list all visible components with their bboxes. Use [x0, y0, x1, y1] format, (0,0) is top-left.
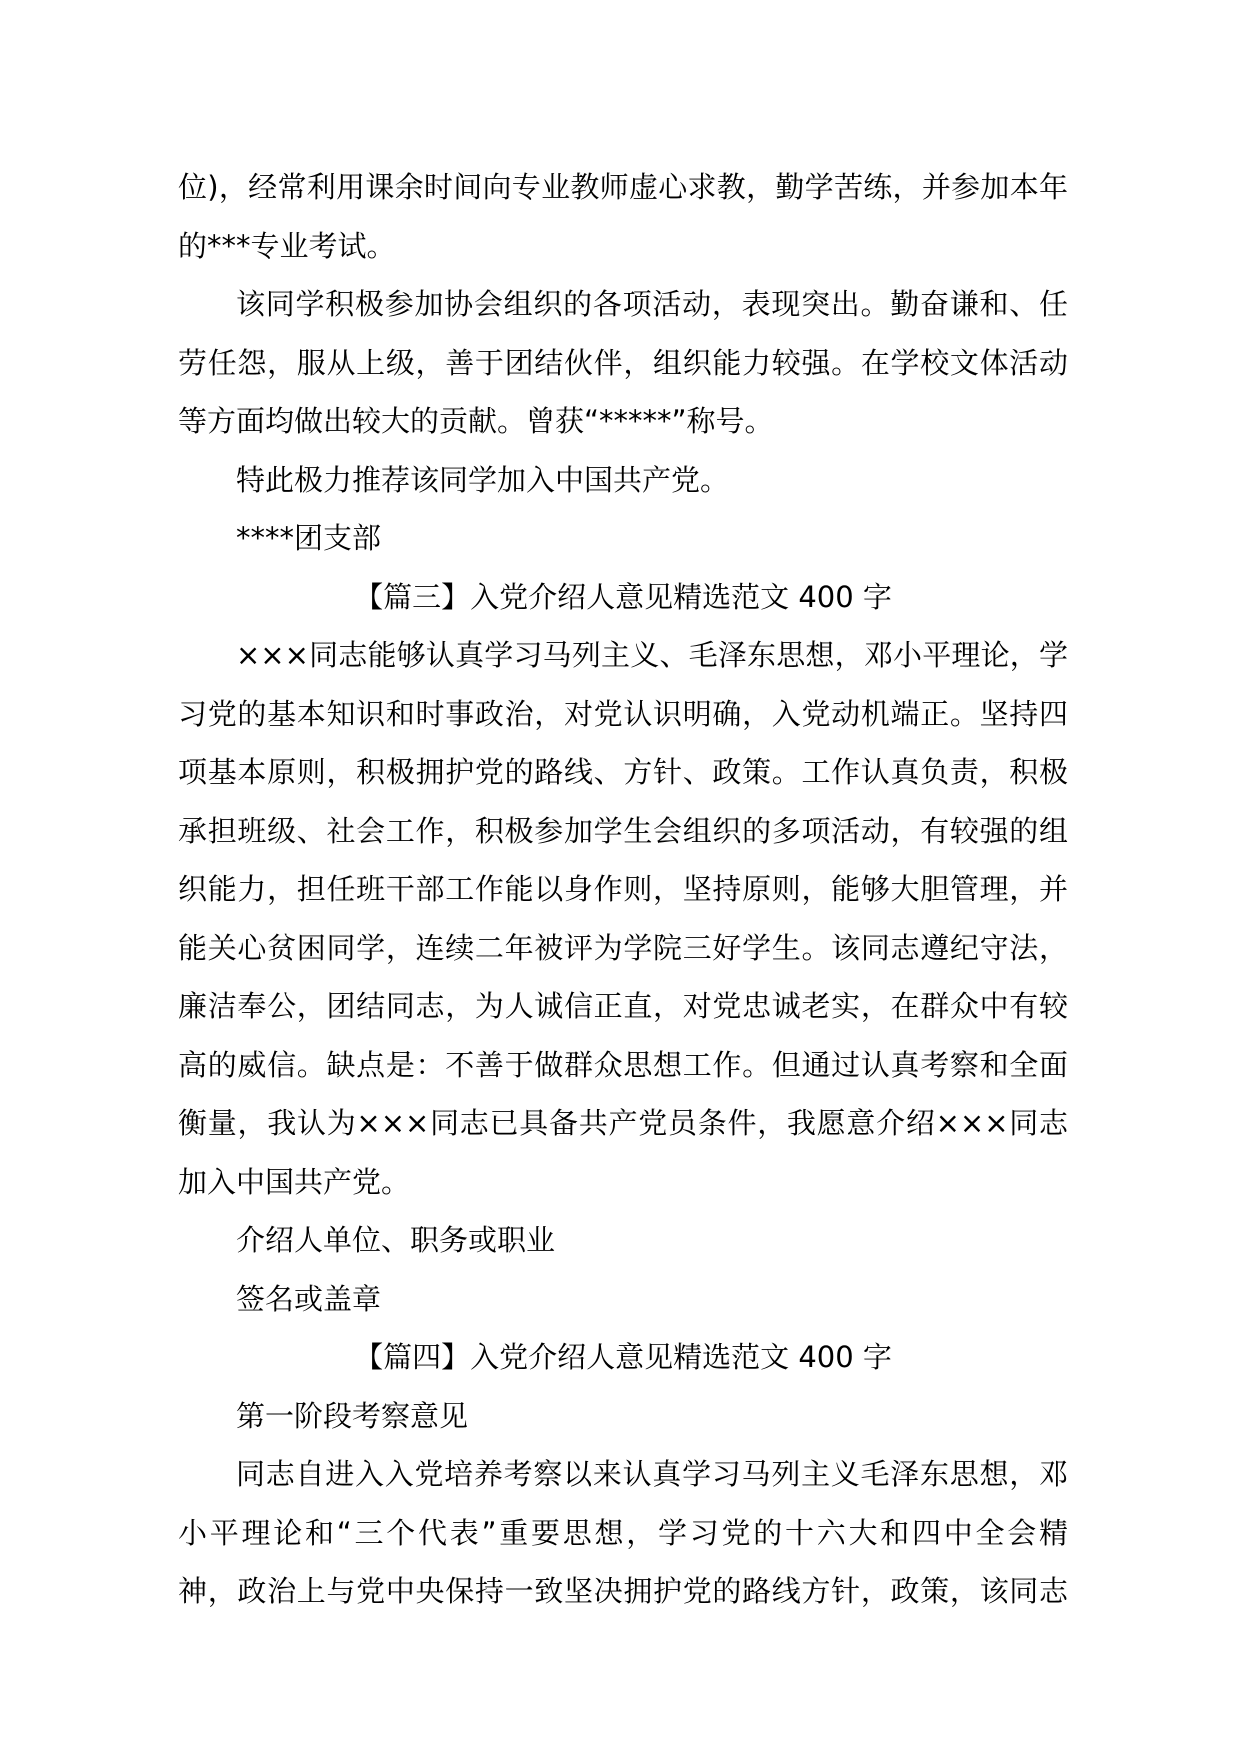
signature-line: ****团支部	[236, 521, 382, 555]
paragraph-line: 等方面均做出较大的贡献。曾获“*****”称号。	[178, 404, 774, 438]
section-heading: 【篇三】入党介绍人意见精选范文 400 字	[354, 579, 892, 614]
subsection-heading: 第一阶段考察意见	[236, 1398, 469, 1433]
paragraph-line: 小平理论和“三个代表”重要思想，学习党的十六大和四中全会精	[178, 1515, 1068, 1550]
paragraph-line: 同志自进入入党培养考察以来认真学习马列主义毛泽东思想，邓	[236, 1457, 1068, 1491]
paragraph-line: 习党的基本知识和时事政治，对党认识明确，入党动机端正。坚持四	[178, 696, 1068, 731]
paragraph-line: 织能力，担任班干部工作能以身作则，坚持原则，能够大胆管理，并	[178, 872, 1068, 906]
paragraph-line: 特此极力推荐该同学加入中国共产党。	[236, 462, 730, 497]
paragraph-line: 劳任怨，服从上级，善于团结伙伴，组织能力较强。在学校文体活动	[178, 345, 1068, 380]
introducer-unit-line: 介绍人单位、职务或职业	[236, 1223, 556, 1257]
paragraph-line: 廉洁奉公，团结同志，为人诚信正直，对党忠诚老实，在群众中有较	[178, 989, 1068, 1023]
document-body	[178, 158, 1068, 1621]
paragraph-line: 项基本原则，积极拥护党的路线、方针、政策。工作认真负责，积极	[178, 755, 1068, 789]
section-heading: 【篇四】入党介绍人意见精选范文 400 字	[354, 1340, 892, 1374]
paragraph-line: 高的威信。缺点是：不善于做群众思想工作。但通过认真考察和全面	[178, 1047, 1068, 1082]
signature-line: 签名或盖章	[236, 1281, 382, 1316]
paragraph-line: 的***专业考试。	[178, 228, 396, 263]
paragraph-line: 加入中国共产党。	[178, 1164, 411, 1199]
paragraph-line: ×××同志能够认真学习马列主义、毛泽东思想，邓小平理论，学	[236, 638, 1068, 672]
paragraph-line: 衡量，我认为×××同志已具备共产党员条件，我愿意介绍×××同志	[178, 1106, 1068, 1140]
paragraph-line: 能关心贫困同学，连续二年被评为学院三好学生。该同志遵纪守法，	[178, 930, 1068, 965]
paragraph-line: 该同学积极参加协会组织的各项活动，表现突出。勤奋谦和、任	[236, 287, 1068, 321]
paragraph-line: 位)，经常利用课余时间向专业教师虚心求教，勤学苦练，并参加本年	[178, 170, 1068, 204]
paragraph-line: 神，政治上与党中央保持一致坚决拥护党的路线方针，政策，该同志	[178, 1574, 1068, 1608]
paragraph-line: 承担班级、社会工作，积极参加学生会组织的多项活动，有较强的组	[178, 813, 1068, 848]
